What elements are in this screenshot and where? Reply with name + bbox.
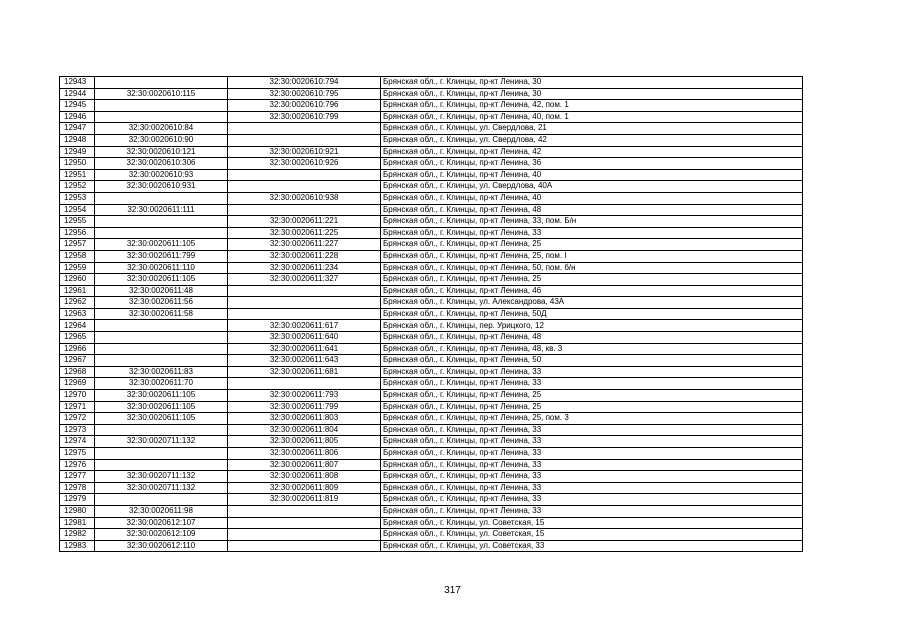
cadastral-number-cell: [95, 448, 228, 460]
address-cell: Брянская обл., г. Клинцы, пр-кт Ленина, 33: [381, 366, 803, 378]
row-number-cell: 12980: [60, 505, 95, 517]
object-number-cell: 32:30:0020611:809: [228, 482, 381, 494]
row-number-cell: 12977: [60, 471, 95, 483]
address-cell: Брянская обл., г. Клинцы, пер. Урицкого, 12: [381, 320, 803, 332]
table-row: [60, 192, 803, 204]
cadastral-number-cell: 32:30:0020611:105: [95, 413, 228, 425]
object-number-cell: 32:30:0020610:799: [228, 111, 381, 123]
address-cell: Брянская обл., г. Клинцы, пр-кт Ленина, 48: [381, 332, 803, 344]
address-cell: Брянская обл., г. Клинцы, пр-кт Ленина, 50: [381, 355, 803, 367]
row-number-cell: 12974: [60, 436, 95, 448]
object-number-cell: [228, 204, 381, 216]
row-number-cell: 12967: [60, 355, 95, 367]
address-cell: Брянская обл., г. Клинцы, пр-кт Ленина, 33: [381, 424, 803, 436]
row-number-cell: 12968: [60, 366, 95, 378]
address-cell: Брянская обл., г. Клинцы, пр-кт Ленина, 33: [381, 227, 803, 239]
cadastral-number-cell: 32:30:0020610:931: [95, 181, 228, 193]
row-number-cell: 12973: [60, 424, 95, 436]
row-number-cell: 12972: [60, 413, 95, 425]
object-number-cell: 32:30:0020611:793: [228, 390, 381, 402]
cadastral-number-cell: 32:30:0020610:90: [95, 134, 228, 146]
cadastral-number-cell: 32:30:0020611:105: [95, 274, 228, 286]
object-number-cell: 32:30:0020611:808: [228, 471, 381, 483]
row-number-cell: 12969: [60, 378, 95, 390]
cadastral-number-cell: [95, 111, 228, 123]
address-cell: Брянская обл., г. Клинцы, пр-кт Ленина, 25: [381, 401, 803, 413]
cadastral-number-cell: 32:30:0020610:115: [95, 88, 228, 100]
row-number-cell: 12951: [60, 169, 95, 181]
row-number-cell: 12957: [60, 239, 95, 251]
table-row: [60, 378, 803, 390]
object-number-cell: [228, 123, 381, 135]
address-cell: Брянская обл., г. Клинцы, пр-кт Ленина, 33: [381, 505, 803, 517]
row-number-cell: 12949: [60, 146, 95, 158]
address-cell: Брянская обл., г. Клинцы, пр-кт Ленина, 30: [381, 88, 803, 100]
object-number-cell: [228, 378, 381, 390]
row-number-cell: 12944: [60, 88, 95, 100]
table-row: [60, 285, 803, 297]
address-cell: Брянская обл., г. Клинцы, пр-кт Ленина, 40, пом. 1: [381, 111, 803, 123]
row-number-cell: 12954: [60, 204, 95, 216]
address-cell: Брянская обл., г. Клинцы, пр-кт Ленина, 33, пом. Б/н: [381, 216, 803, 228]
cadastral-number-cell: [95, 343, 228, 355]
cadastral-number-cell: 32:30:0020611:58: [95, 308, 228, 320]
object-number-cell: 32:30:0020610:921: [228, 146, 381, 158]
address-cell: Брянская обл., г. Клинцы, пр-кт Ленина, 50Д: [381, 308, 803, 320]
row-number-cell: 12960: [60, 274, 95, 286]
address-cell: Брянская обл., г. Клинцы, пр-кт Ленина, 46: [381, 285, 803, 297]
address-cell: Брянская обл., г. Клинцы, пр-кт Ленина, 33: [381, 459, 803, 471]
object-number-cell: [228, 285, 381, 297]
address-cell: Брянская обл., г. Клинцы, пр-кт Ленина, 40: [381, 169, 803, 181]
table-row: [60, 332, 803, 344]
cadastral-number-cell: [95, 459, 228, 471]
row-number-cell: 12975: [60, 448, 95, 460]
object-number-cell: 32:30:0020611:221: [228, 216, 381, 228]
cadastral-number-cell: [95, 100, 228, 112]
object-number-cell: [228, 134, 381, 146]
row-number-cell: 12946: [60, 111, 95, 123]
table-row: [60, 448, 803, 460]
object-number-cell: 32:30:0020611:227: [228, 239, 381, 251]
table-row: [60, 77, 803, 89]
address-cell: Брянская обл., г. Клинцы, пр-кт Ленина, 40: [381, 192, 803, 204]
table-row: [60, 227, 803, 239]
page-number: 317: [444, 585, 461, 596]
table-row: [60, 123, 803, 135]
object-number-cell: 32:30:0020611:819: [228, 494, 381, 506]
row-number-cell: 12961: [60, 285, 95, 297]
object-number-cell: 32:30:0020611:804: [228, 424, 381, 436]
table-row: [60, 366, 803, 378]
address-cell: Брянская обл., г. Клинцы, пр-кт Ленина, 33: [381, 494, 803, 506]
row-number-cell: 12947: [60, 123, 95, 135]
table-row: [60, 505, 803, 517]
address-cell: Брянская обл., г. Клинцы, пр-кт Ленина, 25: [381, 390, 803, 402]
table-row: [60, 297, 803, 309]
row-number-cell: 12978: [60, 482, 95, 494]
row-number-cell: 12953: [60, 192, 95, 204]
table-row: [60, 250, 803, 262]
object-number-cell: 32:30:0020611:681: [228, 366, 381, 378]
table-row: [60, 216, 803, 228]
cadastral-number-cell: 32:30:0020612:110: [95, 540, 228, 552]
table-row: [60, 413, 803, 425]
cadastral-number-cell: 32:30:0020612:107: [95, 517, 228, 529]
table-row: [60, 158, 803, 170]
object-number-cell: [228, 297, 381, 309]
row-number-cell: 12983: [60, 540, 95, 552]
cadastral-number-cell: [95, 192, 228, 204]
address-cell: Брянская обл., г. Клинцы, пр-кт Ленина, 33: [381, 448, 803, 460]
table-row: [60, 320, 803, 332]
object-number-cell: [228, 505, 381, 517]
cadastral-number-cell: [95, 494, 228, 506]
object-number-cell: 32:30:0020611:799: [228, 401, 381, 413]
cadastral-number-cell: 32:30:0020611:98: [95, 505, 228, 517]
table-row: [60, 239, 803, 251]
object-number-cell: 32:30:0020610:796: [228, 100, 381, 112]
row-number-cell: 12963: [60, 308, 95, 320]
row-number-cell: 12976: [60, 459, 95, 471]
table-row: [60, 274, 803, 286]
table-body: [60, 77, 803, 552]
row-number-cell: 12971: [60, 401, 95, 413]
address-cell: Брянская обл., г. Клинцы, пр-кт Ленина, 33: [381, 471, 803, 483]
cadastral-number-cell: 32:30:0020711:132: [95, 436, 228, 448]
table-row: [60, 517, 803, 529]
table-row: [60, 424, 803, 436]
row-number-cell: 12982: [60, 529, 95, 541]
address-cell: Брянская обл., г. Клинцы, ул. Свердлова, 40А: [381, 181, 803, 193]
object-number-cell: [228, 517, 381, 529]
cadastral-number-cell: 32:30:0020611:83: [95, 366, 228, 378]
cadastral-number-cell: 32:30:0020611:70: [95, 378, 228, 390]
table-row: [60, 471, 803, 483]
property-table: [59, 76, 803, 552]
table-row: [60, 262, 803, 274]
cadastral-number-cell: 32:30:0020611:111: [95, 204, 228, 216]
address-cell: Брянская обл., г. Клинцы, пр-кт Ленина, 30: [381, 77, 803, 89]
address-cell: Брянская обл., г. Клинцы, пр-кт Ленина, 48, кв. 3: [381, 343, 803, 355]
address-cell: Брянская обл., г. Клинцы, пр-кт Ленина, 25: [381, 274, 803, 286]
cadastral-number-cell: [95, 77, 228, 89]
cadastral-number-cell: 32:30:0020611:799: [95, 250, 228, 262]
table-row: [60, 181, 803, 193]
row-number-cell: 12952: [60, 181, 95, 193]
object-number-cell: 32:30:0020611:805: [228, 436, 381, 448]
row-number-cell: 12965: [60, 332, 95, 344]
address-cell: Брянская обл., г. Клинцы, пр-кт Ленина, 33: [381, 436, 803, 448]
address-cell: Брянская обл., г. Клинцы, пр-кт Ленина, 25, пом. 3: [381, 413, 803, 425]
cadastral-number-cell: [95, 320, 228, 332]
object-number-cell: 32:30:0020611:803: [228, 413, 381, 425]
address-cell: Брянская обл., г. Клинцы, ул. Советская, 15: [381, 517, 803, 529]
object-number-cell: 32:30:0020610:794: [228, 77, 381, 89]
row-number-cell: 12955: [60, 216, 95, 228]
cadastral-number-cell: 32:30:0020610:306: [95, 158, 228, 170]
table-row: [60, 401, 803, 413]
cadastral-number-cell: [95, 216, 228, 228]
cadastral-number-cell: [95, 227, 228, 239]
cadastral-number-cell: 32:30:0020611:105: [95, 239, 228, 251]
object-number-cell: 32:30:0020611:641: [228, 343, 381, 355]
cadastral-number-cell: 32:30:0020612:109: [95, 529, 228, 541]
table-row: [60, 355, 803, 367]
address-cell: Брянская обл., г. Клинцы, пр-кт Ленина, 33: [381, 378, 803, 390]
object-number-cell: [228, 529, 381, 541]
address-cell: Брянская обл., г. Клинцы, пр-кт Ленина, 36: [381, 158, 803, 170]
object-number-cell: [228, 308, 381, 320]
address-cell: Брянская обл., г. Клинцы, ул. Свердлова, 42: [381, 134, 803, 146]
object-number-cell: 32:30:0020611:225: [228, 227, 381, 239]
object-number-cell: 32:30:0020611:643: [228, 355, 381, 367]
object-number-cell: 32:30:0020611:617: [228, 320, 381, 332]
table-row: [60, 390, 803, 402]
address-cell: Брянская обл., г. Клинцы, пр-кт Ленина, 42: [381, 146, 803, 158]
object-number-cell: 32:30:0020610:795: [228, 88, 381, 100]
object-number-cell: 32:30:0020611:807: [228, 459, 381, 471]
row-number-cell: 12950: [60, 158, 95, 170]
table-row: [60, 134, 803, 146]
table-row: [60, 111, 803, 123]
table-row: [60, 482, 803, 494]
table-row: [60, 169, 803, 181]
table-row: [60, 529, 803, 541]
object-number-cell: [228, 540, 381, 552]
address-cell: Брянская обл., г. Клинцы, пр-кт Ленина, 33: [381, 482, 803, 494]
table-row: [60, 100, 803, 112]
table-row: [60, 88, 803, 100]
object-number-cell: [228, 181, 381, 193]
address-cell: Брянская обл., г. Клинцы, пр-кт Ленина, 42, пом. 1: [381, 100, 803, 112]
object-number-cell: 32:30:0020611:228: [228, 250, 381, 262]
row-number-cell: 12948: [60, 134, 95, 146]
cadastral-number-cell: [95, 332, 228, 344]
row-number-cell: 12979: [60, 494, 95, 506]
address-cell: Брянская обл., г. Клинцы, ул. Александрова, 43А: [381, 297, 803, 309]
object-number-cell: [228, 169, 381, 181]
table-row: [60, 494, 803, 506]
cadastral-number-cell: 32:30:0020611:105: [95, 390, 228, 402]
table-row: [60, 204, 803, 216]
table-row: [60, 436, 803, 448]
table-row: [60, 146, 803, 158]
address-cell: Брянская обл., г. Клинцы, ул. Советская, 15: [381, 529, 803, 541]
cadastral-number-cell: 32:30:0020711:132: [95, 471, 228, 483]
row-number-cell: 12959: [60, 262, 95, 274]
cadastral-number-cell: 32:30:0020610:84: [95, 123, 228, 135]
cadastral-number-cell: 32:30:0020611:105: [95, 401, 228, 413]
address-cell: Брянская обл., г. Клинцы, пр-кт Ленина, 25: [381, 239, 803, 251]
cadastral-number-cell: 32:30:0020610:121: [95, 146, 228, 158]
address-cell: Брянская обл., г. Клинцы, пр-кт Ленина, 50, пом. б/н: [381, 262, 803, 274]
row-number-cell: 12970: [60, 390, 95, 402]
row-number-cell: 12958: [60, 250, 95, 262]
cadastral-number-cell: [95, 355, 228, 367]
cadastral-number-cell: 32:30:0020611:48: [95, 285, 228, 297]
object-number-cell: 32:30:0020611:640: [228, 332, 381, 344]
object-number-cell: 32:30:0020611:327: [228, 274, 381, 286]
cadastral-number-cell: 32:30:0020711:132: [95, 482, 228, 494]
row-number-cell: 12945: [60, 100, 95, 112]
row-number-cell: 12943: [60, 77, 95, 89]
row-number-cell: 12966: [60, 343, 95, 355]
table-row: [60, 343, 803, 355]
table-row: [60, 459, 803, 471]
object-number-cell: 32:30:0020611:234: [228, 262, 381, 274]
address-cell: Брянская обл., г. Клинцы, ул. Свердлова, 21: [381, 123, 803, 135]
row-number-cell: 12964: [60, 320, 95, 332]
address-cell: Брянская обл., г. Клинцы, ул. Советская, 33: [381, 540, 803, 552]
cadastral-number-cell: 32:30:0020611:56: [95, 297, 228, 309]
cadastral-number-cell: 32:30:0020611:110: [95, 262, 228, 274]
table-row: [60, 308, 803, 320]
address-cell: Брянская обл., г. Клинцы, пр-кт Ленина, 48: [381, 204, 803, 216]
object-number-cell: 32:30:0020611:806: [228, 448, 381, 460]
cadastral-number-cell: 32:30:0020610:93: [95, 169, 228, 181]
table-row: [60, 540, 803, 552]
row-number-cell: 12962: [60, 297, 95, 309]
cadastral-number-cell: [95, 424, 228, 436]
row-number-cell: 12956: [60, 227, 95, 239]
object-number-cell: 32:30:0020610:926: [228, 158, 381, 170]
row-number-cell: 12981: [60, 517, 95, 529]
object-number-cell: 32:30:0020610:938: [228, 192, 381, 204]
address-cell: Брянская обл., г. Клинцы, пр-кт Ленина, 25, пом. I: [381, 250, 803, 262]
